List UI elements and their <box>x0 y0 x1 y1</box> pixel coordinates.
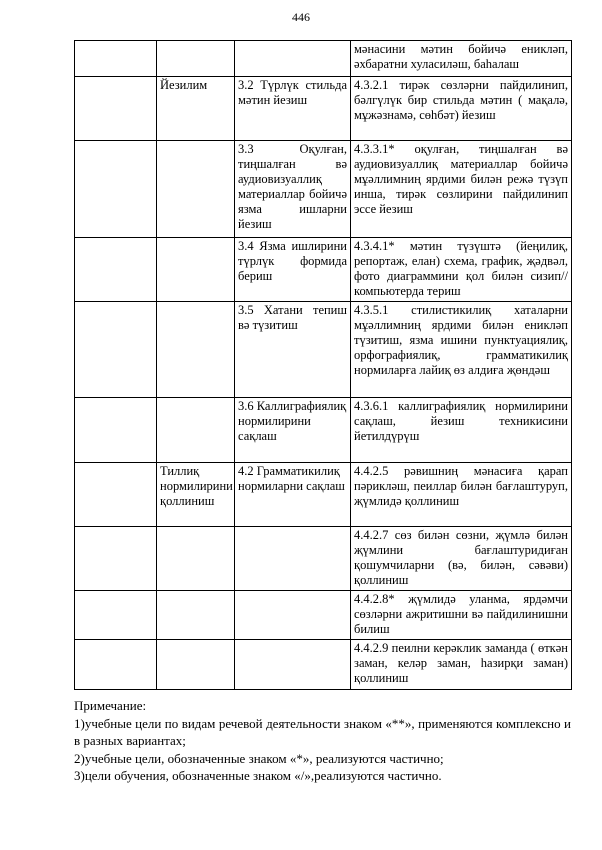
table-cell <box>157 141 235 238</box>
table-cell <box>157 41 235 77</box>
table-cell <box>235 41 351 77</box>
table-cell: 4.3.3.1* оқулған, тиңшалған вә аудиовизуаллиқ материаллар бойичә мұәллимниң ярдими билән режә түзүп инша, тирәк сөзлирини пайдилинип эссе йезиш <box>351 141 572 238</box>
table-cell <box>157 591 235 640</box>
table-row <box>75 77 572 141</box>
table-cell: 3.6 Каллиграфиялиқ нормилирини сақлаш <box>235 398 351 463</box>
table-cell: 4.4.2.7 сөз билән сөзни, җүмлә билән җүмлини бағлаштуридиған қошумчиларни (вә, билән, сәвәви) қоллиниш <box>351 527 572 591</box>
table-cell: 3.5 Хатани тепиш вә түзитиш <box>235 302 351 398</box>
notes-section <box>74 697 571 785</box>
table-cell <box>235 640 351 690</box>
note-item: 3)цели обучения, обозначенные знаком «/»,реализуются частично. <box>74 768 442 783</box>
table-cell: 4.3.4.1* мәтин түзүштә (йеңилиқ, репортаж, елан) схема, график, җәдвәл, фото диаграммини қол билән сизип//компьютерда териш <box>351 238 572 302</box>
table-cell <box>75 302 157 398</box>
note-item: 2)учебные цели, обозначенные знаком «*», реализуются частично; <box>74 750 444 766</box>
table-cell: 4.4.2.8* җүмлидә уланма, ярдәмчи сөзләрни ажритишни вә пайдилинишни билиш <box>351 591 572 640</box>
table-cell: 4.3.6.1 каллиграфиялиқ нормилирини сақлаш, йезиш техникисини йетилдүрүш <box>351 398 572 463</box>
table-row <box>75 591 572 640</box>
table-cell: 4.4.2.9 пеилни керәклик заманда ( өткән заман, келәр заман, һазирқи заман) қоллиниш <box>351 640 572 690</box>
table-row <box>75 398 572 463</box>
table-row <box>75 141 572 238</box>
table-cell: 4.2 Грамматикилиқ нормиларни сақлаш <box>235 463 351 527</box>
table-row <box>75 302 572 398</box>
section-label: Йезилим <box>157 77 235 141</box>
table-cell <box>157 527 235 591</box>
curriculum-table <box>74 40 572 690</box>
table-cell <box>75 527 157 591</box>
table-row <box>75 640 572 690</box>
table-cell <box>75 141 157 238</box>
table-row <box>75 238 572 302</box>
table-cell: 4.4.2.5 рәвишниң мәнасиға қарап пәрикләш, пеиллар билән бағлаштуруп, җүмлидә қоллиниш <box>351 463 572 527</box>
table-cell: 3.2 Түрлүк стильда мәтин йезиш <box>235 77 351 141</box>
table-cell <box>235 527 351 591</box>
section-label: Тиллиқ нормилирини қоллиниш <box>157 463 235 527</box>
table-cell <box>75 640 157 690</box>
table-cell <box>157 302 235 398</box>
table-cell <box>157 398 235 463</box>
table-cell: 4.3.2.1 тирәк сөзләрни пайдилинип, бәлгүлүк бир стильда мәтин ( мақалә, мұжәзнамә, сөһбәт) йезиш <box>351 77 572 141</box>
table-row <box>75 527 572 591</box>
table-row <box>75 463 572 527</box>
page-number: 446 <box>292 10 310 24</box>
table-cell <box>75 41 157 77</box>
table-cell <box>157 238 235 302</box>
table-cell: мәнасини мәтин бойичә еникләп, әхбаратни хуласиләш, баһалаш <box>351 41 572 77</box>
table-cell <box>75 591 157 640</box>
table-cell <box>75 238 157 302</box>
table-cell <box>157 640 235 690</box>
table-cell <box>75 463 157 527</box>
table-cell: 3.3 Оқулған, тиңшалған вә аудиовизуаллиқ материаллар бойичә язма ишларни йезиш <box>235 141 351 238</box>
table-cell <box>235 591 351 640</box>
table-row <box>75 41 572 77</box>
notes-title: Примечание: <box>74 698 147 713</box>
note-item: 1)учебные цели по видам речевой деятельности знаком «**», применяются комплексно и в разных вариантах; <box>74 715 571 748</box>
table-cell: 4.3.5.1 стилистикилиқ хаталарни мұәллимниң ярдими билән еникләп түзитиш, язма ишини пунктуациялиқ, орфографиялиқ, грамматикилиқ нормиларға лайиқ өз алдиға җөндәш <box>351 302 572 398</box>
table-cell: 3.4 Язма ишлирини түрлүк формида бериш <box>235 238 351 302</box>
table-cell <box>75 398 157 463</box>
table-cell <box>75 77 157 141</box>
